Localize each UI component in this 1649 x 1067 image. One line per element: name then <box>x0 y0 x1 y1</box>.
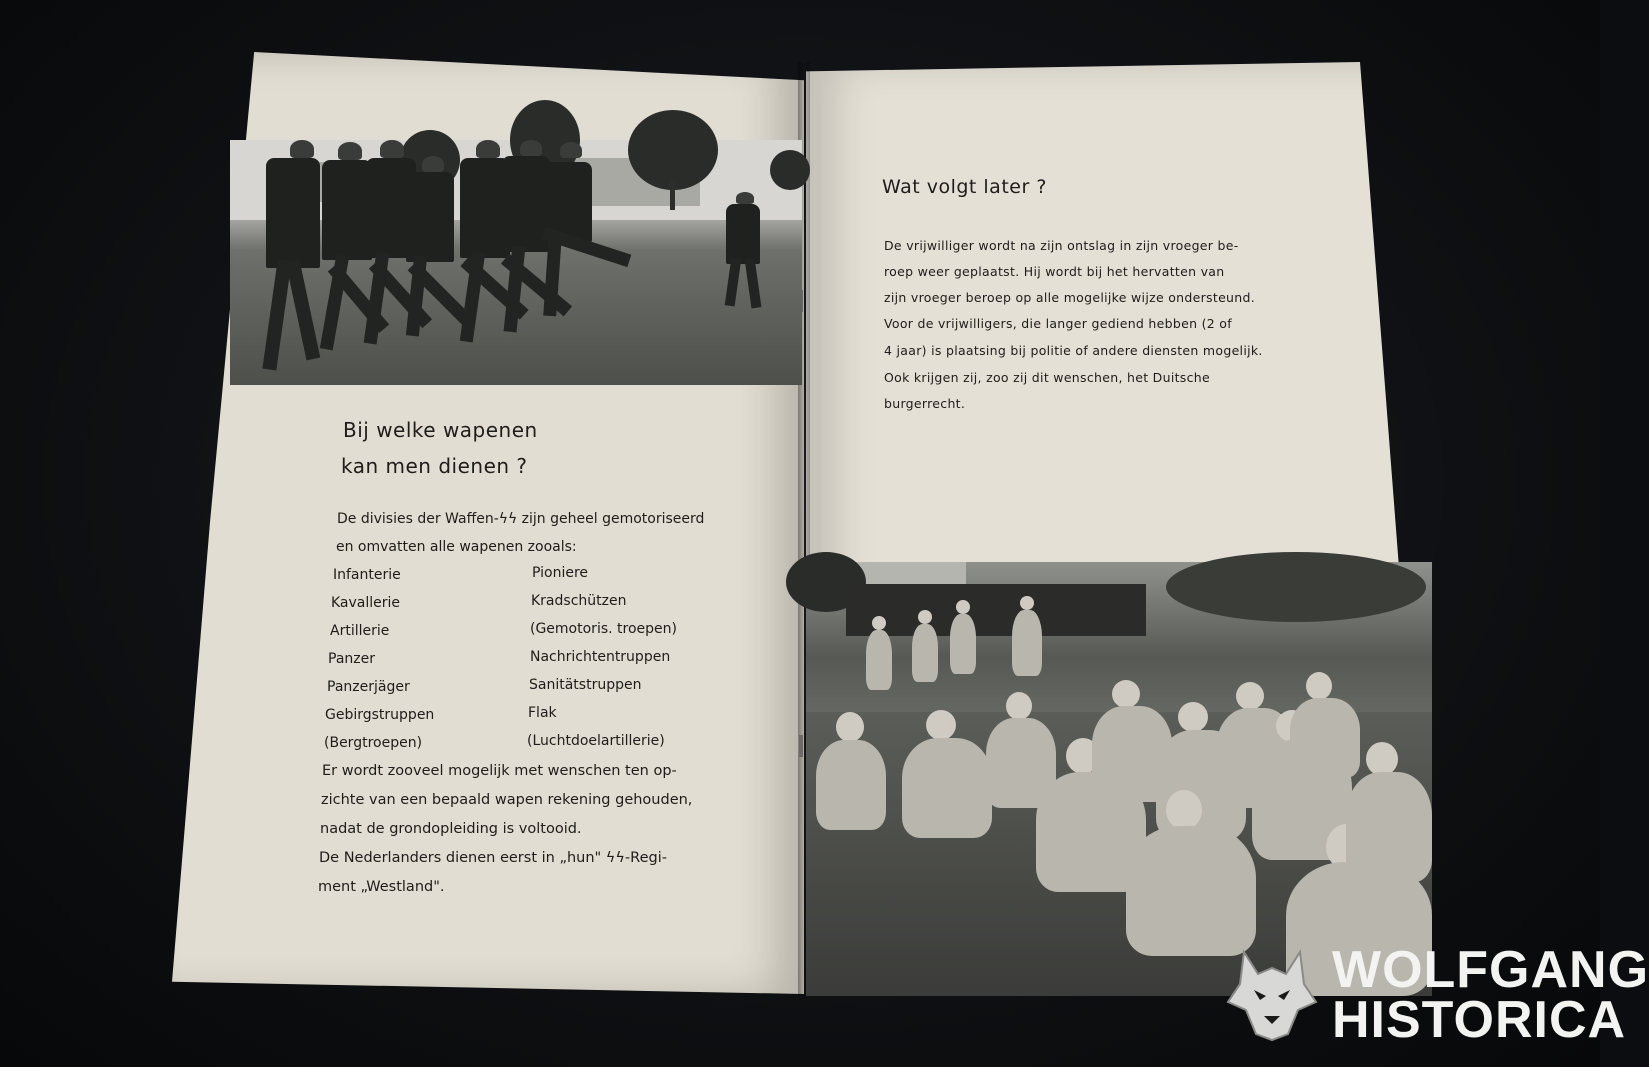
branch-right: Kradschützen <box>531 593 627 609</box>
branch-right: (Luchtdoelartillerie) <box>527 733 665 749</box>
marching-soldiers-photo <box>230 140 802 385</box>
branch-right: Flak <box>528 705 557 721</box>
right-page-heading: Wat volgt later ? <box>882 176 1047 198</box>
right-paragraph-line: Voor de vrijwilligers, die langer gediend hebben (2 of <box>884 316 1232 331</box>
branch-left: Kavallerie <box>331 595 401 611</box>
left-heading-line2: kan men dienen ? <box>341 454 528 478</box>
left-intro-line: De divisies der Waffen-ϟϟ zijn geheel gemotoriseerd <box>337 511 705 527</box>
branch-left: Infanterie <box>333 567 401 583</box>
right-paragraph-line: roep weer geplaatst. Hij wordt bij het hervatten van <box>884 264 1225 279</box>
branch-right: Pioniere <box>532 565 589 581</box>
right-paragraph-line: 4 jaar) is plaatsing bij politie of andere diensten mogelijk. <box>884 343 1263 358</box>
seated-men-photo <box>806 562 1432 996</box>
branch-right: Sanitätstruppen <box>529 677 642 693</box>
left-intro-line: en omvatten alle wapenen zooals: <box>336 539 577 555</box>
right-paragraph-line: De vrijwilliger wordt na zijn ontslag in zijn vroeger be- <box>884 238 1239 253</box>
wolf-head-icon <box>1224 944 1320 1044</box>
left-paragraph-line: Er wordt zooveel mogelijk met wenschen ten op- <box>322 763 677 779</box>
left-paragraph-line: zichte van een bepaald wapen rekening gehouden, <box>321 792 693 808</box>
watermark-line2: HISTORICA <box>1332 991 1627 1049</box>
left-paragraph-line: ment „Westland". <box>318 879 445 895</box>
right-paragraph-line: burgerrecht. <box>884 396 966 411</box>
right-paragraph-line: zijn vroeger beroep op alle mogelijke wijze ondersteund. <box>884 290 1256 305</box>
right-paragraph-line: Ook krijgen zij, zoo zij dit wenschen, het Duitsche <box>884 370 1210 385</box>
left-heading-line1: Bij welke wapenen <box>343 418 538 442</box>
left-paragraph-line: nadat de grondopleiding is voltooid. <box>320 821 582 837</box>
watermark-line1: WOLFGANG <box>1332 941 1649 999</box>
branch-left: Panzerjäger <box>327 679 410 695</box>
branch-left: Gebirgstruppen <box>325 707 435 723</box>
left-paragraph-line: De Nederlanders dienen eerst in „hun" ϟϟ-Regi- <box>319 850 667 866</box>
branch-left: Artillerie <box>330 623 390 639</box>
branch-left: (Bergtroepen) <box>324 735 423 751</box>
staple <box>799 735 803 757</box>
branch-right: Nachrichtentruppen <box>530 649 671 665</box>
branch-left: Panzer <box>328 651 375 667</box>
branch-right: (Gemotoris. troepen) <box>530 621 677 637</box>
